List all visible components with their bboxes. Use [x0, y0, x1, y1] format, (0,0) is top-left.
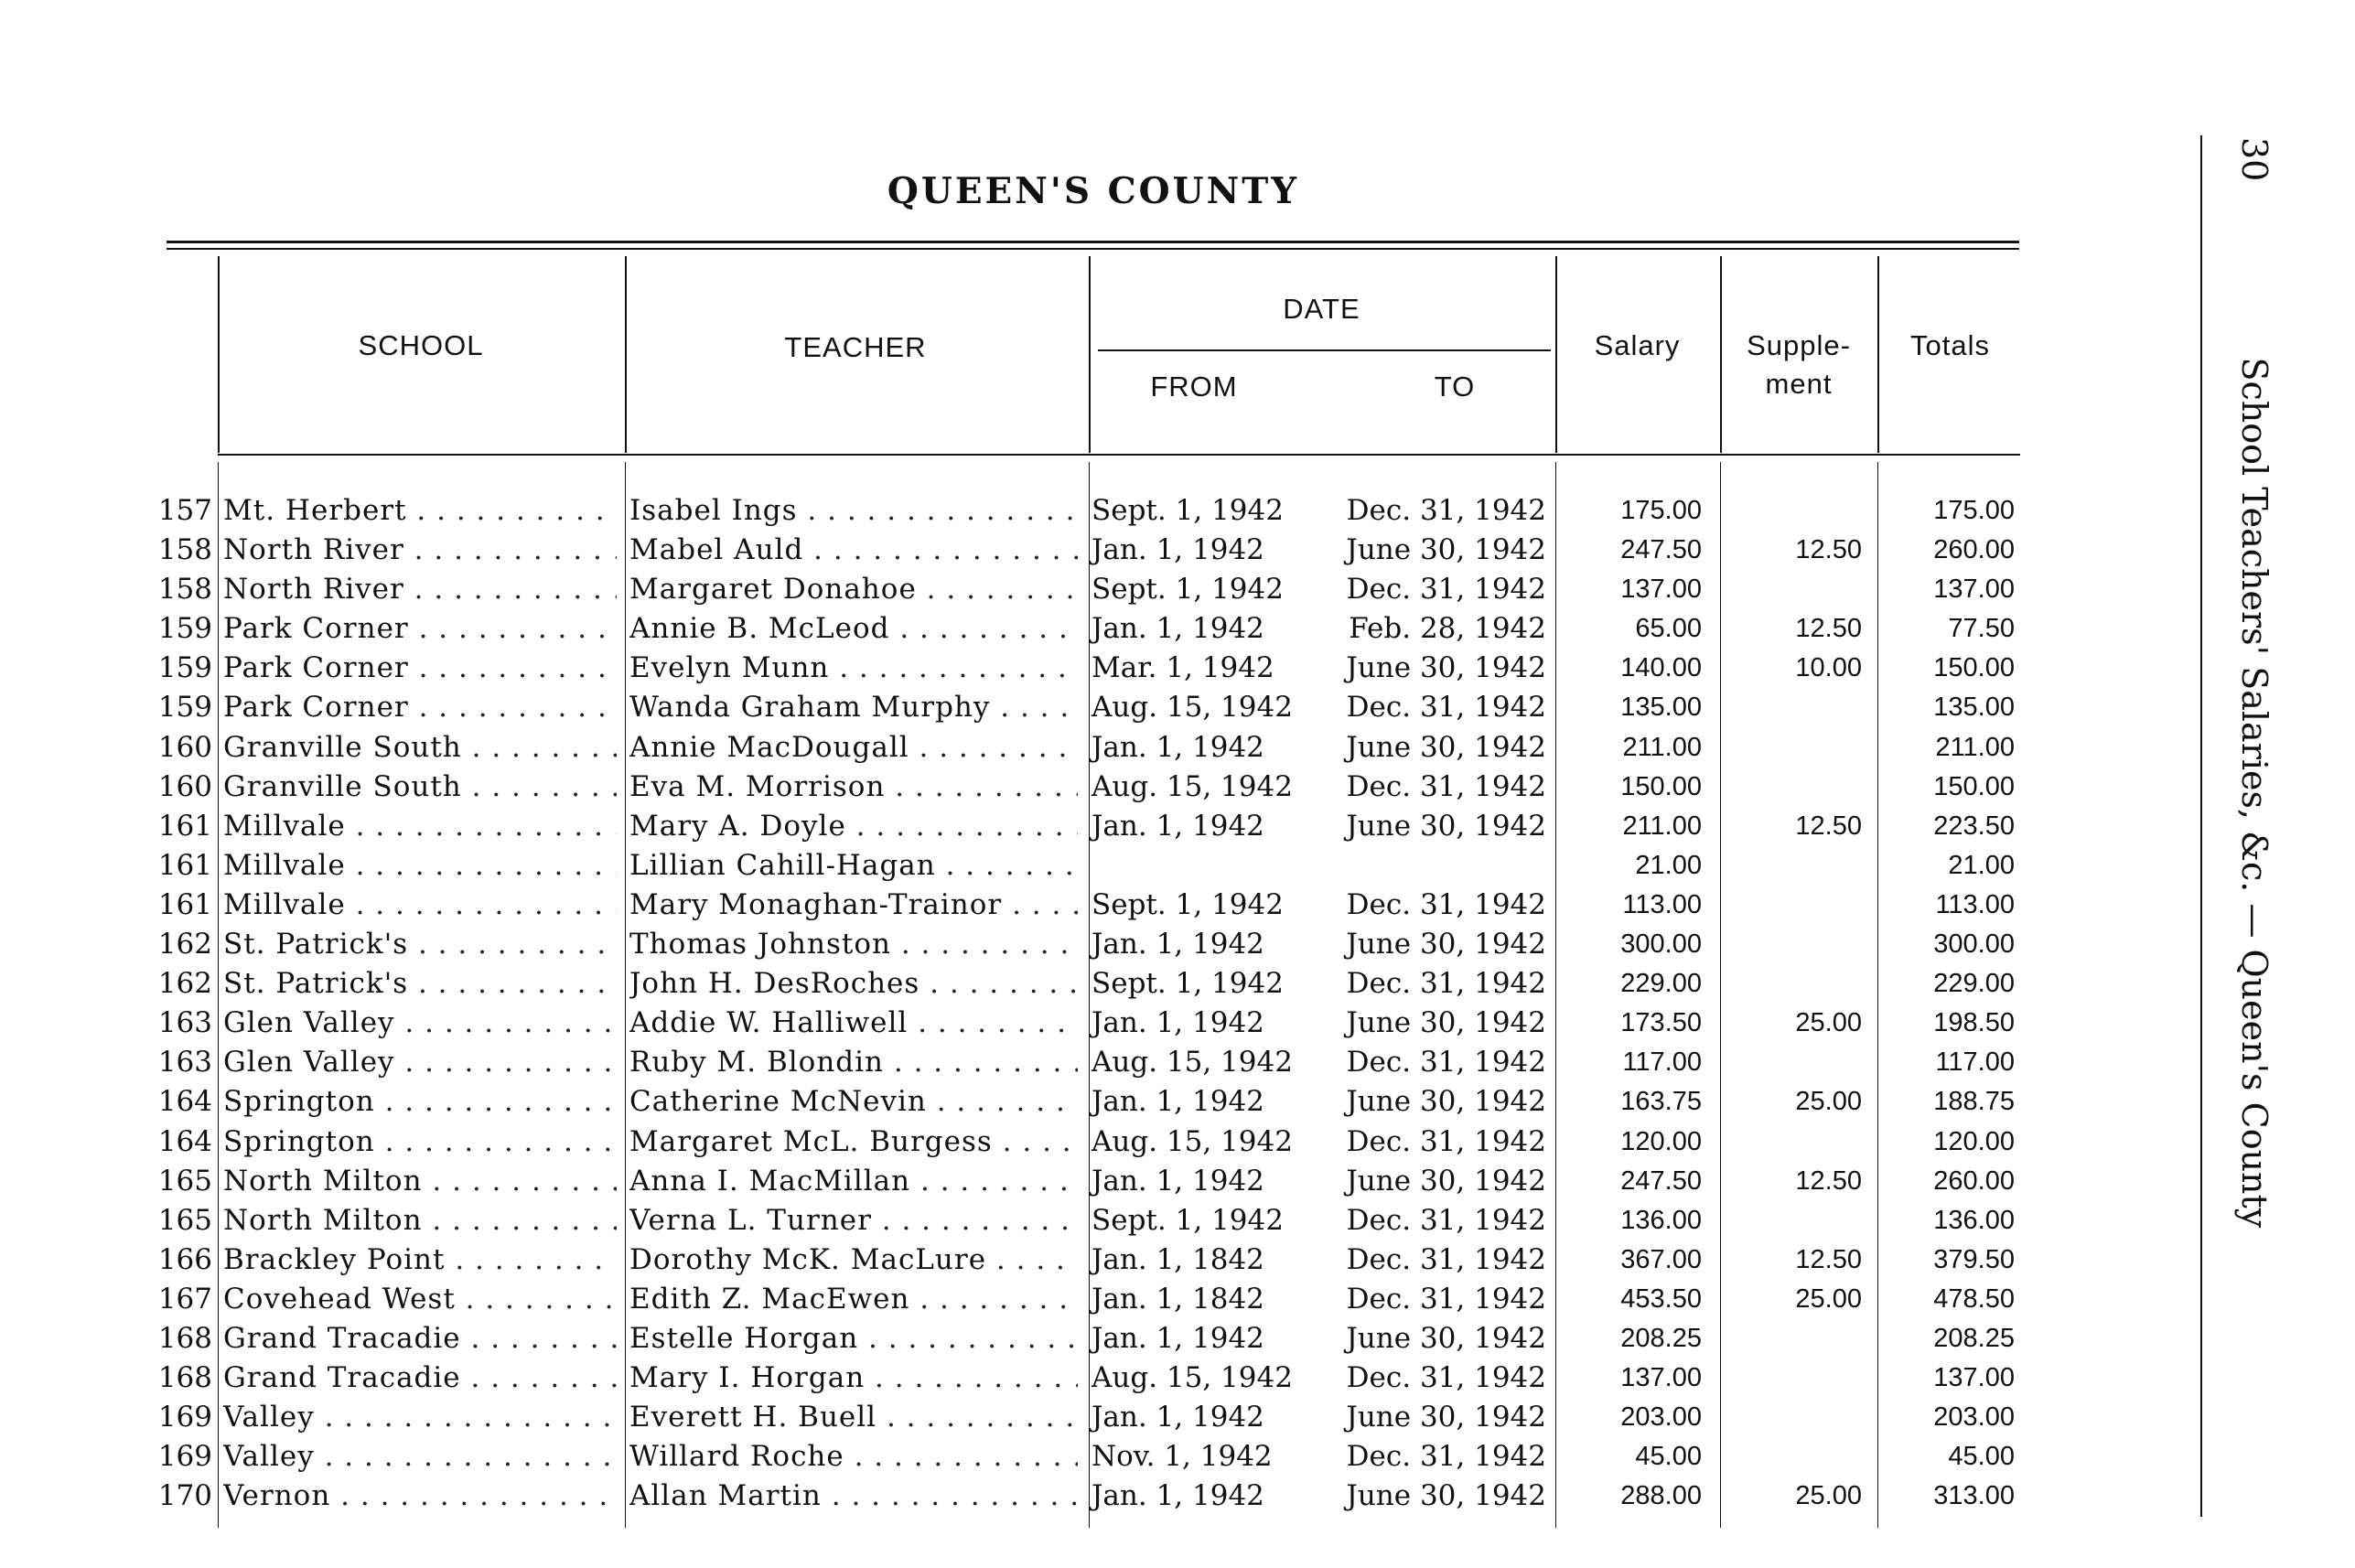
school-cell: Park Corner . . . — [223, 688, 617, 727]
row-number: 169 — [157, 1440, 212, 1474]
date-to-cell: Dec. 31, 1942 — [1346, 1242, 1546, 1276]
supplement-cell: 12.50 — [1795, 614, 1862, 644]
date-from-cell: Jan. 1, 1942 — [1091, 612, 1264, 646]
salary-cell: 203.00 — [1620, 1402, 1702, 1433]
school-cell: Park Corner . . . — [223, 649, 617, 688]
total-cell: 229.00 — [1933, 969, 2015, 999]
school-cell: Glen Valley . . . — [223, 1043, 617, 1082]
date-to-cell: June 30, 1942 — [1346, 533, 1546, 567]
total-cell: 136.00 — [1933, 1205, 2015, 1235]
total-cell: 150.00 — [1933, 771, 2015, 801]
row-number: 164 — [157, 1124, 212, 1158]
school-cell: Granville South . . . — [223, 728, 617, 768]
teacher-cell: Everett H. Buell . . . — [629, 1398, 1078, 1437]
teacher-cell: Mary A. Doyle . . . — [629, 807, 1078, 846]
table-row — [0, 768, 2355, 807]
salary-cell: 163.75 — [1620, 1087, 1702, 1117]
school-cell: Millvale . . . — [223, 846, 617, 886]
school-cell: Vernon . . . — [223, 1477, 617, 1516]
date-to-cell: June 30, 1942 — [1346, 1321, 1546, 1355]
salary-cell: 65.00 — [1635, 614, 1702, 644]
date-from-cell: Jan. 1, 1842 — [1091, 1282, 1264, 1316]
total-cell: 313.00 — [1933, 1481, 2015, 1511]
date-from-cell: Jan. 1, 1942 — [1091, 1479, 1264, 1513]
teacher-cell: Willard Roche . . . — [629, 1437, 1078, 1477]
date-to-cell: Dec. 31, 1942 — [1346, 494, 1546, 527]
header-school: SCHOOL — [358, 329, 484, 361]
teacher-cell: Mabel Auld . . . — [629, 531, 1078, 570]
school-cell: North River . . . — [223, 531, 617, 570]
row-number: 170 — [157, 1479, 212, 1513]
total-cell: 21.00 — [1948, 850, 2015, 880]
school-cell: Springton . . . — [223, 1122, 617, 1162]
table-row — [0, 1359, 2355, 1398]
salary-cell: 120.00 — [1620, 1126, 1702, 1156]
table-row — [0, 1201, 2355, 1240]
salary-cell: 208.25 — [1620, 1323, 1702, 1353]
date-from-cell: Jan. 1, 1942 — [1091, 1321, 1264, 1355]
teacher-cell: Allan Martin . . . — [629, 1477, 1078, 1516]
row-number: 167 — [157, 1282, 212, 1316]
date-from-cell: Aug. 15, 1942 — [1091, 1046, 1293, 1079]
salary-cell: 247.50 — [1620, 535, 1702, 565]
table-row — [0, 1437, 2355, 1477]
table-row — [0, 1082, 2355, 1122]
teacher-cell: Wanda Graham Murphy . . . — [629, 688, 1078, 727]
row-number: 166 — [157, 1242, 212, 1276]
teacher-cell: Anna I. MacMillan . . . — [629, 1162, 1078, 1201]
school-cell: Grand Tracadie . . . — [223, 1359, 617, 1398]
header-supplement-2: ment — [1765, 368, 1833, 400]
school-cell: Millvale . . . — [223, 886, 617, 925]
teacher-cell: Estelle Horgan . . . — [629, 1319, 1078, 1359]
total-cell: 379.50 — [1933, 1244, 2015, 1274]
date-to-cell: Dec. 31, 1942 — [1346, 573, 1546, 607]
total-cell: 113.00 — [1935, 889, 2015, 919]
supplement-cell: 10.00 — [1795, 653, 1862, 683]
total-cell: 208.25 — [1933, 1323, 2015, 1353]
row-number: 164 — [157, 1085, 212, 1119]
total-cell: 223.50 — [1933, 811, 2015, 841]
table-row — [0, 531, 2355, 570]
total-cell: 260.00 — [1933, 1165, 2015, 1196]
total-cell: 211.00 — [1935, 732, 2015, 762]
date-to-cell: Dec. 31, 1942 — [1346, 1046, 1546, 1079]
total-cell: 478.50 — [1933, 1283, 2015, 1314]
date-to-cell: Dec. 31, 1942 — [1346, 1203, 1546, 1237]
salary-cell: 288.00 — [1620, 1481, 1702, 1511]
date-to-cell: June 30, 1942 — [1346, 928, 1546, 961]
total-cell: 77.50 — [1948, 614, 2015, 644]
table-row — [0, 1004, 2355, 1043]
date-from-cell: Jan. 1, 1942 — [1091, 1006, 1264, 1040]
date-from-cell: Jan. 1, 1942 — [1091, 1085, 1264, 1119]
supplement-cell: 12.50 — [1795, 1165, 1862, 1196]
header-rule-top — [167, 241, 2019, 243]
row-number: 161 — [157, 887, 212, 921]
salary-cell: 150.00 — [1620, 771, 1702, 801]
salary-table-body — [0, 491, 2355, 1516]
header-totals: Totals — [1910, 329, 1990, 361]
total-cell: 137.00 — [1933, 1363, 2015, 1393]
date-from-cell: Sept. 1, 1942 — [1091, 887, 1284, 921]
table-row — [0, 925, 2355, 964]
date-from-cell: Nov. 1, 1942 — [1091, 1440, 1273, 1474]
row-number: 165 — [157, 1164, 212, 1197]
date-to-cell: Dec. 31, 1942 — [1346, 1124, 1546, 1158]
school-cell: Brackley Point . . . — [223, 1240, 617, 1280]
date-from-cell: Aug. 15, 1942 — [1091, 1124, 1293, 1158]
page-title: QUEEN'S COUNTY — [887, 170, 1300, 212]
date-to-cell: June 30, 1942 — [1346, 730, 1546, 764]
school-cell: Mt. Herbert . . . — [223, 491, 617, 531]
teacher-cell: Addie W. Halliwell . . . — [629, 1004, 1078, 1043]
salary-cell: 136.00 — [1620, 1205, 1702, 1235]
table-row — [0, 491, 2355, 531]
teacher-cell: Annie B. McLeod . . . — [629, 609, 1078, 649]
date-to-cell: June 30, 1942 — [1346, 1006, 1546, 1040]
date-to-cell: June 30, 1942 — [1346, 1401, 1546, 1434]
date-to-cell: June 30, 1942 — [1346, 1085, 1546, 1119]
table-row — [0, 728, 2355, 768]
row-number: 162 — [157, 967, 212, 1001]
column-divider — [1089, 256, 1091, 453]
table-row — [0, 1122, 2355, 1162]
school-cell: Park Corner . . . — [223, 609, 617, 649]
school-cell: Millvale . . . — [223, 807, 617, 846]
header-teacher: TEACHER — [784, 331, 927, 363]
supplement-cell: 25.00 — [1795, 1481, 1862, 1511]
total-cell: 150.00 — [1933, 653, 2015, 683]
date-from-cell: Aug. 15, 1942 — [1091, 1361, 1293, 1395]
margin-rule — [2200, 135, 2202, 1517]
date-to-cell: June 30, 1942 — [1346, 1479, 1546, 1513]
salary-cell: 21.00 — [1635, 850, 1702, 880]
supplement-cell: 12.50 — [1795, 1244, 1862, 1274]
running-head — [2234, 137, 2274, 1228]
supplement-cell: 12.50 — [1795, 811, 1862, 841]
salary-cell: 45.00 — [1635, 1442, 1702, 1472]
table-row — [0, 688, 2355, 727]
header-from: FROM — [1150, 371, 1238, 403]
school-cell: Glen Valley . . . — [223, 1004, 617, 1043]
total-cell: 203.00 — [1933, 1402, 2015, 1433]
date-from-cell: Sept. 1, 1942 — [1091, 494, 1284, 527]
teacher-cell: Margaret Donahoe . . . — [629, 570, 1078, 609]
teacher-cell: Lillian Cahill-Hagan . . . — [629, 846, 1078, 886]
date-from-cell: Jan. 1, 1942 — [1091, 928, 1264, 961]
row-number: 165 — [157, 1203, 212, 1237]
table-row — [0, 1162, 2355, 1201]
teacher-cell: Isabel Ings . . . — [629, 491, 1078, 531]
date-to-cell: Dec. 31, 1942 — [1346, 691, 1546, 725]
teacher-cell: Evelyn Munn . . . — [629, 649, 1078, 688]
salary-cell: 137.00 — [1620, 1363, 1702, 1393]
date-to-cell: June 30, 1942 — [1346, 1164, 1546, 1197]
total-cell: 45.00 — [1948, 1442, 2015, 1472]
teacher-cell: Ruby M. Blondin . . . — [629, 1043, 1078, 1082]
table-row — [0, 1043, 2355, 1082]
table-row — [0, 886, 2355, 925]
table-row — [0, 1477, 2355, 1516]
school-cell: Springton . . . — [223, 1082, 617, 1122]
school-cell: Valley . . . — [223, 1437, 617, 1477]
table-row — [0, 1240, 2355, 1280]
header-to: TO — [1434, 371, 1476, 403]
date-to-cell: June 30, 1942 — [1346, 809, 1546, 843]
supplement-cell: 25.00 — [1795, 1008, 1862, 1038]
total-cell: 137.00 — [1933, 575, 2015, 605]
header-rule-bottom — [218, 454, 2020, 456]
teacher-cell: Catherine McNevin . . . — [629, 1082, 1078, 1122]
row-number: 168 — [157, 1321, 212, 1355]
date-to-cell: Feb. 28, 1942 — [1349, 612, 1546, 646]
salary-cell: 211.00 — [1622, 732, 1702, 762]
salary-cell: 300.00 — [1620, 929, 1702, 960]
row-number: 162 — [157, 928, 212, 961]
teacher-cell: Dorothy McK. MacLure . . . — [629, 1240, 1078, 1280]
total-cell: 117.00 — [1935, 1047, 2015, 1078]
header-salary: Salary — [1594, 329, 1681, 361]
row-number: 160 — [157, 769, 212, 803]
row-number: 159 — [157, 612, 212, 646]
row-number: 169 — [157, 1401, 212, 1434]
total-cell: 120.00 — [1933, 1126, 2015, 1156]
teacher-cell: Verna L. Turner . . . — [629, 1201, 1078, 1240]
date-from-cell: Jan. 1, 1942 — [1091, 1401, 1264, 1434]
date-from-cell: Jan. 1, 1942 — [1091, 533, 1264, 567]
header-supplement-1: Supple- — [1747, 329, 1851, 361]
total-cell: 300.00 — [1933, 929, 2015, 960]
teacher-cell: John H. DesRoches . . . — [629, 964, 1078, 1004]
table-row — [0, 1398, 2355, 1437]
date-to-cell: Dec. 31, 1942 — [1346, 1440, 1546, 1474]
salary-cell: 211.00 — [1622, 811, 1702, 841]
salary-cell: 367.00 — [1620, 1244, 1702, 1274]
date-to-cell: Dec. 31, 1942 — [1346, 967, 1546, 1001]
school-cell: Valley . . . — [223, 1398, 617, 1437]
header-rule-top-inner — [167, 248, 2019, 250]
row-number: 163 — [157, 1046, 212, 1079]
date-from-cell: Sept. 1, 1942 — [1091, 967, 1284, 1001]
school-cell: North Milton . . . — [223, 1201, 617, 1240]
school-cell: North River . . . — [223, 570, 617, 609]
table-row — [0, 807, 2355, 846]
date-from-cell: Aug. 15, 1942 — [1091, 691, 1293, 725]
table-row — [0, 649, 2355, 688]
table-row — [0, 609, 2355, 649]
school-cell: Covehead West . . . — [223, 1280, 617, 1319]
date-to-cell: Dec. 31, 1942 — [1346, 1361, 1546, 1395]
supplement-cell: 25.00 — [1795, 1087, 1862, 1117]
date-from-cell: Jan. 1, 1942 — [1091, 730, 1264, 764]
table-row — [0, 1280, 2355, 1319]
total-cell: 135.00 — [1933, 693, 2015, 723]
date-from-cell: Mar. 1, 1942 — [1091, 651, 1274, 685]
date-from-cell: Aug. 15, 1942 — [1091, 769, 1293, 803]
table-row — [0, 570, 2355, 609]
date-to-cell: Dec. 31, 1942 — [1346, 769, 1546, 803]
teacher-cell: Edith Z. MacEwen . . . — [629, 1280, 1078, 1319]
total-cell: 175.00 — [1933, 496, 2015, 525]
school-cell: St. Patrick's . . . — [223, 964, 617, 1004]
salary-cell: 175.00 — [1620, 496, 1702, 525]
salary-cell: 140.00 — [1620, 653, 1702, 683]
total-cell: 198.50 — [1933, 1008, 2015, 1038]
salary-cell: 135.00 — [1620, 693, 1702, 723]
row-number: 158 — [157, 573, 212, 607]
salary-cell: 453.50 — [1620, 1283, 1702, 1314]
header-date: DATE — [1283, 293, 1360, 325]
supplement-cell: 25.00 — [1795, 1283, 1862, 1314]
date-from-cell: Jan. 1, 1942 — [1091, 809, 1264, 843]
teacher-cell: Margaret McL. Burgess . . . — [629, 1122, 1078, 1162]
date-subheader-rule — [1098, 349, 1551, 351]
date-from-cell: Sept. 1, 1942 — [1091, 573, 1284, 607]
date-to-cell: Dec. 31, 1942 — [1346, 1282, 1546, 1316]
teacher-cell: Mary Monaghan-Trainor . . . — [629, 886, 1078, 925]
row-number: 161 — [157, 809, 212, 843]
school-cell: North Milton . . . — [223, 1162, 617, 1201]
salary-cell: 229.00 — [1620, 969, 1702, 999]
salary-cell: 117.00 — [1622, 1047, 1702, 1078]
row-number: 159 — [157, 651, 212, 685]
teacher-cell: Annie MacDougall . . . — [629, 728, 1078, 768]
table-row — [0, 846, 2355, 886]
row-number: 160 — [157, 730, 212, 764]
supplement-cell: 12.50 — [1795, 535, 1862, 565]
row-number: 168 — [157, 1361, 212, 1395]
teacher-cell: Thomas Johnston . . . — [629, 925, 1078, 964]
row-number: 163 — [157, 1006, 212, 1040]
salary-cell: 173.50 — [1620, 1008, 1702, 1038]
row-number: 157 — [157, 494, 212, 527]
row-number: 158 — [157, 533, 212, 567]
row-number: 161 — [157, 848, 212, 882]
running-head-text: School Teachers' Salaries, &c. — Queen's County — [2234, 357, 2274, 1229]
date-to-cell: June 30, 1942 — [1346, 651, 1546, 685]
salary-cell: 113.00 — [1622, 889, 1702, 919]
date-from-cell: Jan. 1, 1842 — [1091, 1242, 1264, 1276]
date-from-cell: Sept. 1, 1942 — [1091, 1203, 1284, 1237]
school-cell: Grand Tracadie . . . — [223, 1319, 617, 1359]
table-row — [0, 1319, 2355, 1359]
school-cell: St. Patrick's . . . — [223, 925, 617, 964]
row-number: 159 — [157, 691, 212, 725]
date-from-cell: Jan. 1, 1942 — [1091, 1164, 1264, 1197]
page-number: 30 — [2234, 137, 2274, 182]
table-row — [0, 964, 2355, 1004]
teacher-cell: Eva M. Morrison . . . — [629, 768, 1078, 807]
total-cell: 188.75 — [1933, 1087, 2015, 1117]
salary-cell: 137.00 — [1620, 575, 1702, 605]
date-to-cell: Dec. 31, 1942 — [1346, 887, 1546, 921]
salary-cell: 247.50 — [1620, 1165, 1702, 1196]
school-cell: Granville South . . . — [223, 768, 617, 807]
teacher-cell: Mary I. Horgan . . . — [629, 1359, 1078, 1398]
total-cell: 260.00 — [1933, 535, 2015, 565]
